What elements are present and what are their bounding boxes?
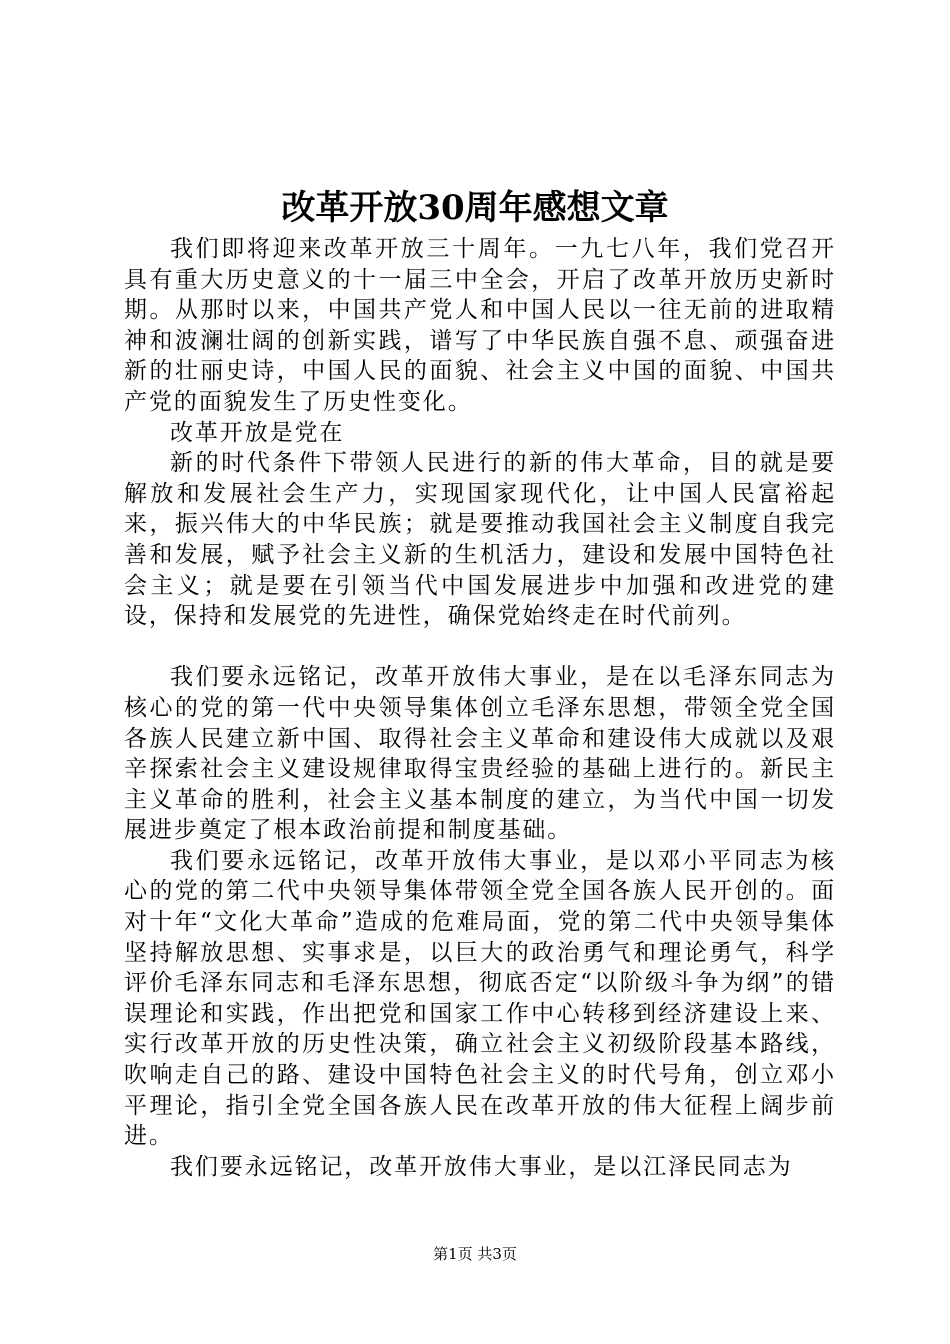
paragraph-intro: 我们即将迎来改革开放三十周年。一九七八年，我们党召开具有重大历史意义的十一届三中全会，开启了改革开放历史新时期。从那时以来，中国共产党人和中国人民以一往无前的进取精神和波澜壮阔的创新实践，谱写了中华民族自强不息、顽强奋进新的壮丽史诗，中国人民的面貌、社会主义中国的面貌、中国共产党的面貌发生了历史性变化。 [124,236,836,415]
paragraph-gap [124,632,836,663]
page-footer [0,1244,950,1264]
paragraph-first-generation: 我们要永远铭记，改革开放伟大事业，是在以毛泽东同志为核心的党的第一代中央领导集体创立毛泽东思想，带领全党全国各族人民建立新中国、取得社会主义革命和建设伟大成就以及艰辛探索社会主义建设规律取得宝贵经验的基础上进行的。新民主主义革命的胜利，社会主义基本制度的建立，为当代中国一切发展进步奠定了根本政治前提和制度基础。 [124,664,836,844]
paragraph-new-era: 新的时代条件下带领人民进行的新的伟大革命，目的就是要解放和发展社会生产力，实现国家现代化，让中国人民富裕起来，振兴伟大的中华民族；就是要推动我国社会主义制度自我完善和发展，赋予社会主义新的生机活力，建设和发展中国特色社会主义；就是要在引领当代中国发展进步中加强和改进党的建设，保持和发展党的先进性，确保党始终走在时代前列。 [124,450,836,630]
paragraph-second-generation: 我们要永远铭记，改革开放伟大事业，是以邓小平同志为核心的党的第二代中央领导集体带领全党全国各族人民开创的。面对十年“文化大革命”造成的危难局面，党的第二代中央领导集体坚持解放思想、实事求是，以巨大的政治勇气和理论勇气，科学评价毛泽东同志和毛泽东思想，彻底否定“以阶级斗争为纲”的错误理论和实践，作出把党和国家工作中心转移到经济建设上来、实行改革开放的历史性决策，确立社会主义初级阶段基本路线，吹响走自己的路、建设中国特色社会主义的时代号角，创立邓小平理论，指引全党全国各族人民在改革开放的伟大征程上阔步前进。 [124,847,836,1150]
document-body [124,234,836,1182]
page-indicator: 第1页 共3页 [433,1245,517,1263]
document-title: 改革开放30周年感想文章 [281,188,669,228]
paragraph-fragment: 改革开放是党在 [170,419,345,446]
paragraph-third-generation: 我们要永远铭记，改革开放伟大事业，是以江泽民同志为 [170,1153,793,1180]
